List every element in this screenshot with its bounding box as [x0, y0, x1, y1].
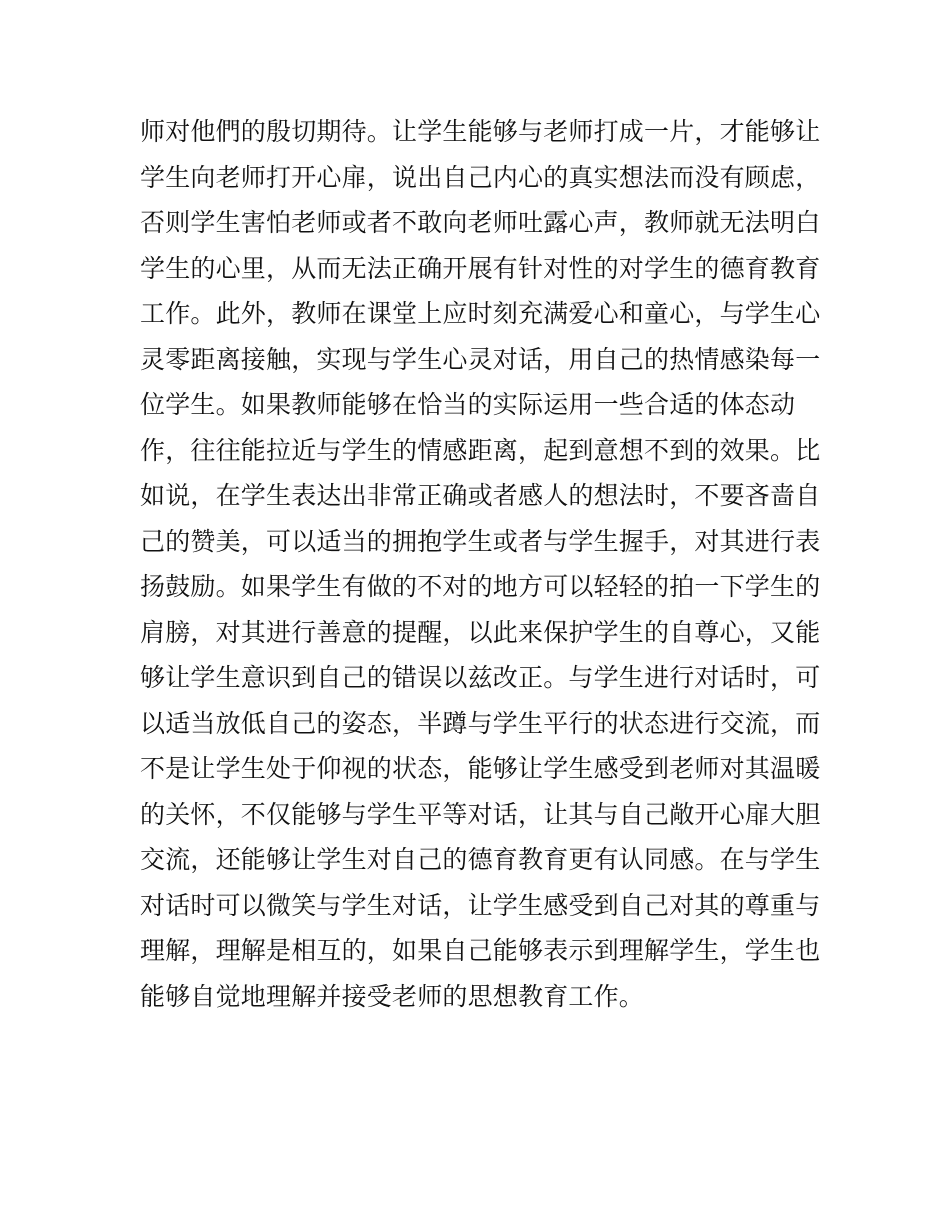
- text-line: 扬鼓励。如果学生有做的不对的地方可以轻轻的拍一下学生的: [140, 572, 821, 601]
- text-line: 己的赞美，可以适当的拥抱学生或者与学生握手，对其进行表: [140, 526, 821, 556]
- text-line: 交流，还能够让学生对自己的德育教育更有认同感。在与学生: [140, 845, 821, 874]
- text-line: 能够自觉地理解并接受老师的思想教育工作。: [140, 981, 645, 1011]
- text-line: 对话时可以微笑与学生对话，让学生感受到自己对其的尊重与: [140, 890, 821, 920]
- text-line: 师对他們的殷切期待。让学生能够与老师打成一片，才能够让: [140, 117, 821, 146]
- text-line: 作，往往能拉近与学生的情感距离，起到意想不到的效果。比: [140, 435, 821, 465]
- text-line: 工作。此外，教师在课堂上应时刻充满爱心和童心，与学生心: [140, 299, 821, 328]
- body-paragraph: [140, 109, 840, 1019]
- text-line: 理解，理解是相互的，如果自己能够表示到理解学生，学生也: [140, 936, 821, 965]
- text-line: 灵零距离接触，实现与学生心灵对话，用自己的热情感染每一: [140, 344, 821, 374]
- text-line: 以适当放低自己的姿态，半蹲与学生平行的状态进行交流，而: [140, 708, 821, 738]
- text-line: 学生向老师打开心扉，说出自己内心的真实想法而没有顾虑，: [140, 162, 821, 192]
- text-line: 学生的心里，从而无法正确开展有针对性的对学生的德育教育: [140, 253, 821, 283]
- text-line: 否则学生害怕老师或者不敢向老师吐露心声，教师就无法明白: [140, 208, 821, 237]
- text-line: 够让学生意识到自己的错误以兹改正。与学生进行对话时，可: [140, 663, 821, 692]
- text-line: 如说，在学生表达出非常正确或者感人的想法时，不要吝啬自: [140, 481, 821, 510]
- text-line: 肩膀，对其进行善意的提醒，以此来保护学生的自尊心，又能: [140, 617, 821, 647]
- text-line: 位学生。如果教师能够在恰当的实际运用一些合适的体态动: [140, 390, 796, 419]
- text-line: 的关怀，不仅能够与学生平等对话，让其与自己敞开心扉大胆: [140, 799, 821, 829]
- text-line: 不是让学生处于仰视的状态，能够让学生感受到老师对其温暖: [140, 754, 821, 783]
